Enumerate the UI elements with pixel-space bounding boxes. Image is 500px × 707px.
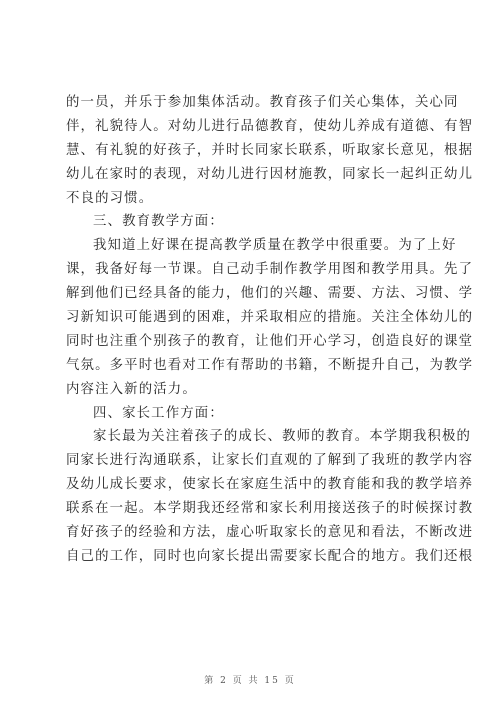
text-line: 同家长进行沟通联系，让家长们直观的了解到了我班的教学内容	[66, 453, 474, 469]
text-line: 伴，礼貌待人。对幼儿进行品德教育，使幼儿养成有道德、有智	[66, 118, 474, 134]
text-line: 我知道上好课在提高教学质量在教学中很重要。为了上好	[93, 238, 457, 254]
section-heading: 四、家长工作方面：	[93, 405, 224, 421]
text-line: 习新知识可能遇到的困难，并采取相应的措施。关注全体幼儿的	[66, 310, 474, 326]
text-line: 的一员，并乐于参加集体活动。教育孩子们关心集体，关心同	[66, 95, 459, 110]
text-line: 解到他们已经具备的能力，他们的兴趣、需要、方法、习惯、学	[66, 286, 474, 302]
text-line: 同时也注重个别孩子的教育，让他们开心学习，创造良好的课堂	[66, 333, 474, 349]
text-line: 内容注入新的活力。	[66, 381, 197, 397]
text-line: 联系在一起。本学期我还经常和家长利用接送孩子的时候探讨教	[66, 501, 474, 517]
text-line: 及幼儿成长要求，使家长在家庭生活中的教育能和我的教学培养	[66, 477, 474, 493]
text-line: 自己的工作，同时也向家长提出需要家长配合的地方。我们还根	[66, 548, 474, 564]
text-line: 育好孩子的经验和方法，虚心听取家长的意见和看法，不断改进	[66, 525, 474, 541]
text-line: 不良的习惯。	[66, 190, 154, 206]
text-line: 慧、有礼貌的好孩子，并时长同家长联系，听取家长意见，根据	[66, 142, 474, 158]
section-heading: 三、教育教学方面：	[93, 214, 224, 230]
document-body	[66, 91, 474, 569]
text-line: 气氛。多平时也看对工作有帮助的书籍，不断提升自己，为教学	[66, 357, 474, 373]
text-line: 家长最为关注着孩子的成长、教师的教育。本学期我积极的	[93, 429, 472, 445]
page-number-footer: 第 2 页 共 15 页	[204, 676, 296, 686]
text-line: 课，我备好每一节课。自己动手制作教学用图和教学用具。先了	[66, 262, 474, 278]
text-line: 幼儿在家时的表现，对幼儿进行因材施教，同家长一起纠正幼儿	[66, 166, 474, 182]
